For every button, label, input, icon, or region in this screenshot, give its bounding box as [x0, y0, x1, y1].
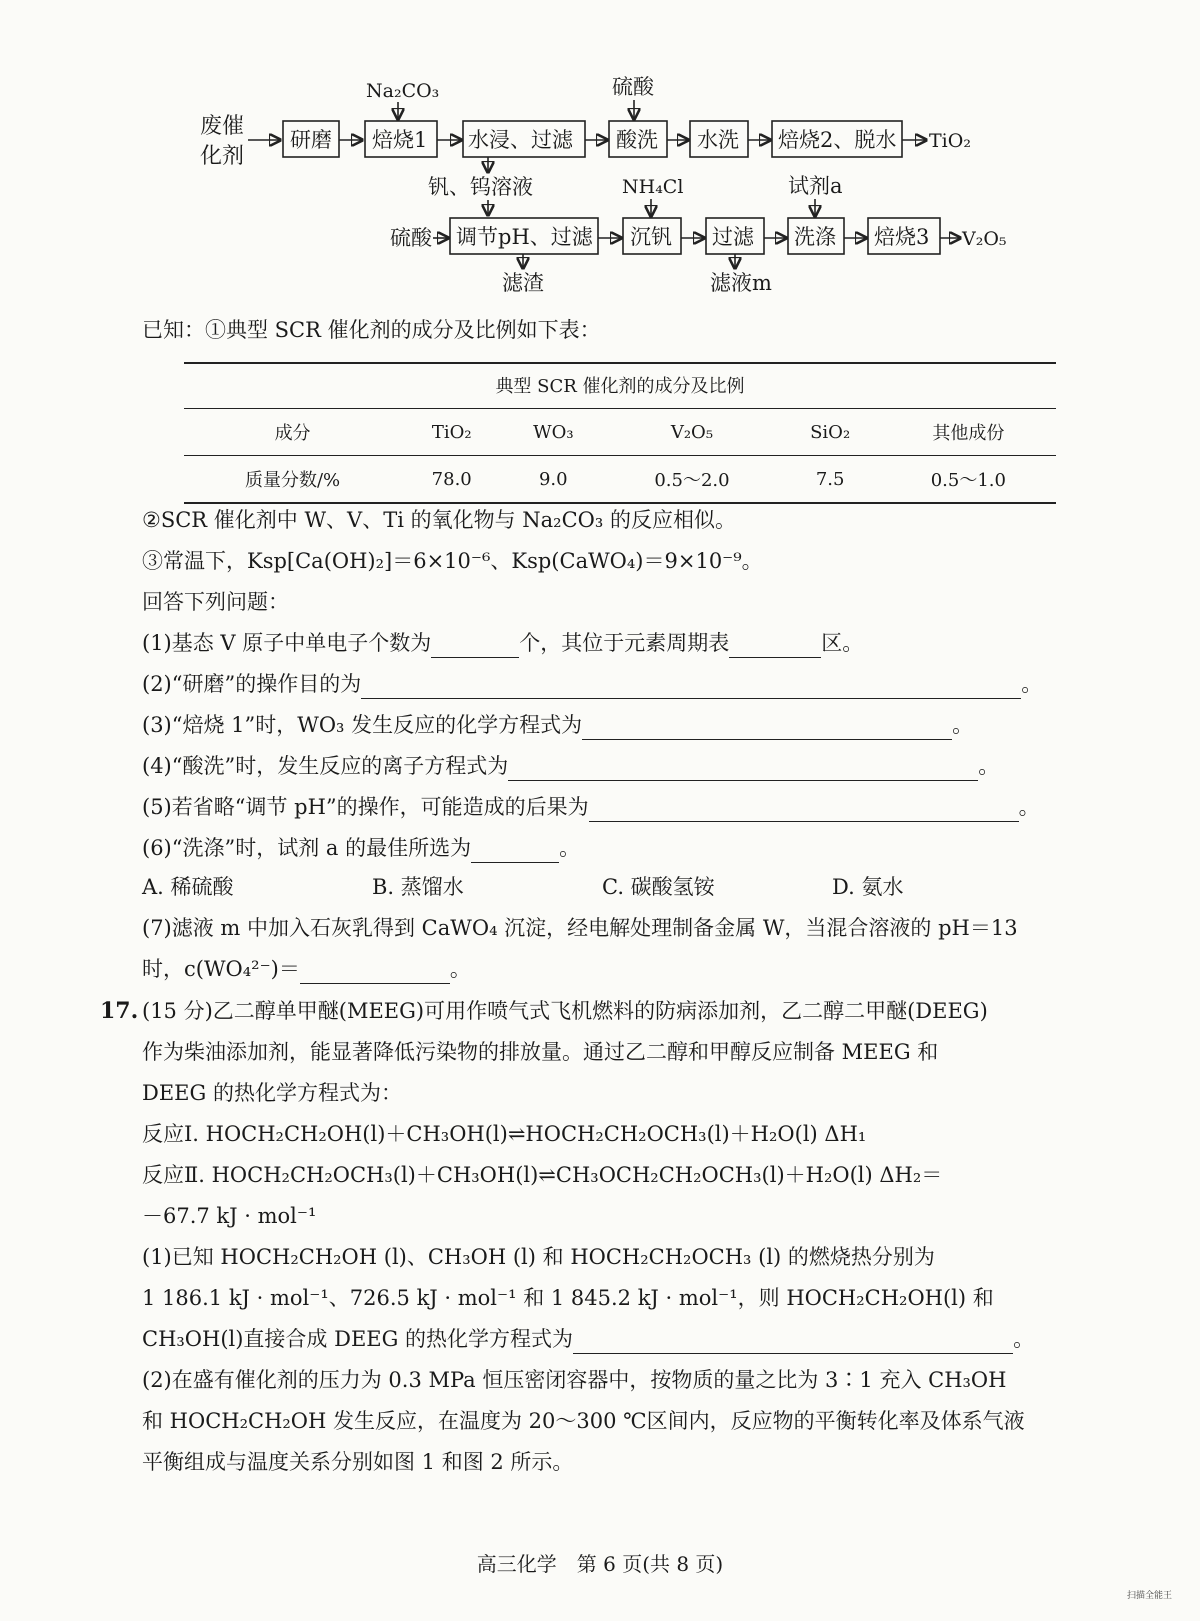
q4-text: (4)“酸洗”时，发生反应的离子方程式为: [142, 754, 509, 778]
table-cell: 质量分数/%: [184, 456, 401, 504]
step-acidwash: 酸洗: [616, 128, 658, 152]
flow-filtrate: 滤液m: [710, 271, 772, 295]
reaction-2-enthalpy: －67.7 kJ · mol⁻¹: [142, 1204, 317, 1228]
step-waterwash: 水洗: [697, 128, 739, 152]
answer-blank[interactable]: [300, 963, 450, 984]
question-17-number: 17.: [100, 998, 139, 1024]
answer-blank[interactable]: [431, 637, 519, 658]
q1-text-a: (1)基态 V 原子中单电子个数为: [142, 631, 432, 655]
reaction-1: 反应Ⅰ. HOCH₂CH₂OH(l)＋CH₃OH(l)⇌HOCH₂CH₂OCH₃(l)＋H₂O(l) ΔH₁: [142, 1122, 867, 1146]
q3-text: (3)“焙烧 1”时，WO₃ 发生反应的化学方程式为: [142, 713, 583, 737]
step-roast2: 焙烧2、脱水: [778, 128, 897, 152]
q2-text: (2)“研磨”的操作目的为: [142, 672, 362, 696]
answer-prompt: 回答下列问题：: [142, 590, 289, 614]
q17-line3: DEEG 的热化学方程式为：: [142, 1081, 402, 1105]
reagent-na2co3: Na₂CO₃: [366, 80, 440, 102]
answer-blank[interactable]: [582, 719, 952, 740]
q17-part2-line2: 和 HOCH₂CH₂OH 发生反应，在温度为 20～300 ℃区间内，反应物的平衡转化率及体系气液: [142, 1409, 1025, 1433]
question-6: [142, 833, 580, 863]
page-footer: 高三化学 第 6 页(共 8 页): [476, 1552, 724, 1576]
option-a[interactable]: A. 稀硫酸: [142, 875, 234, 899]
header-cell: 成分: [184, 409, 401, 456]
answer-blank[interactable]: [471, 842, 559, 863]
table-cell: 0.5～1.0: [881, 456, 1056, 504]
process-flowchart: [0, 0, 1200, 320]
question-2: [142, 669, 1042, 699]
table-cell: 7.5: [780, 456, 881, 504]
reaction-2: 反应Ⅱ. HOCH₂CH₂OCH₃(l)＋CH₃OH(l)⇌CH₃OCH₂CH₂OCH₃(l)＋H₂O(l) ΔH₂＝: [142, 1163, 943, 1187]
q17-line1: (15 分)乙二醇单甲醚(MEEG)可用作喷气式飞机燃料的防病添加剂，乙二醇二甲醚(DEEG): [142, 999, 988, 1023]
answer-blank[interactable]: [589, 801, 1019, 822]
q17-part1-line3: [142, 1324, 1034, 1354]
question-5: [142, 792, 1040, 822]
table-cell: 9.0: [502, 456, 604, 504]
step-roast1: 焙烧1: [372, 128, 428, 152]
step-wash: 洗涤: [794, 225, 836, 249]
flow-input-line2: 化剂: [200, 144, 245, 169]
header-cell: V₂O₅: [604, 409, 779, 456]
known-intro: 已知：①典型 SCR 催化剂的成分及比例如下表：: [142, 318, 601, 342]
table-cell: 0.5～2.0: [604, 456, 779, 504]
step-precip-v: 沉钒: [630, 225, 672, 249]
q1-text-c: 区。: [821, 631, 864, 655]
period: 。: [952, 713, 974, 737]
reagent-acid-left: 硫酸: [390, 226, 432, 250]
q6-options: [142, 872, 1062, 902]
q5-text: (5)若省略“调节 pH”的操作，可能造成的后果为: [142, 795, 589, 819]
note-3: ③常温下，Ksp[Ca(OH)₂]＝6×10⁻⁶、Ksp(CaWO₄)＝9×10⁻⁹。: [142, 549, 763, 573]
header-cell: TiO₂: [401, 409, 502, 456]
q6-text: (6)“洗涤”时，试剂 a 的最佳所选为: [142, 836, 472, 860]
note-2: ②SCR 催化剂中 W、V、Ti 的氧化物与 Na₂CO₃ 的反应相似。: [142, 508, 736, 532]
step-filter: 过滤: [712, 225, 754, 249]
period: 。: [1018, 795, 1040, 819]
q7-text: 时，c(WO₄²⁻)＝: [142, 957, 300, 981]
q17-part2-line1: (2)在盛有催化剂的压力为 0.3 MPa 恒压密闭容器中，按物质的量之比为 3∶1 充入 CH₃OH: [142, 1368, 1007, 1392]
product-tio2: TiO₂: [929, 130, 971, 152]
reagent-acid-top: 硫酸: [612, 75, 654, 99]
step-leach: 水浸、过滤: [468, 128, 573, 152]
header-cell: SiO₂: [780, 409, 881, 456]
table-row: [184, 456, 1056, 504]
table-cell: 78.0: [401, 456, 502, 504]
q1-text-b: 个，其位于元素周期表: [519, 631, 730, 655]
period: 。: [1021, 672, 1043, 696]
q17-line2: 作为柴油添加剂，能显著降低污染物的排放量。通过乙二醇和甲醇反应制备 MEEG 和: [142, 1040, 939, 1064]
question-7-line1: (7)滤液 m 中加入石灰乳得到 CaWO₄ 沉淀，经电解处理制备金属 W，当混合溶液的 pH＝13: [142, 916, 1018, 940]
composition-table: [184, 362, 1056, 504]
reagent-a: 试剂a: [788, 174, 843, 198]
answer-blank[interactable]: [729, 637, 821, 658]
step-adjust-ph: 调节pH、过滤: [456, 225, 593, 249]
period: 。: [449, 957, 471, 981]
table-caption: 典型 SCR 催化剂的成分及比例: [184, 362, 1056, 408]
question-1: [142, 628, 863, 658]
q17-part1-line1: (1)已知 HOCH₂CH₂OH (l)、CH₃OH (l) 和 HOCH₂CH₂OCH₃ (l) 的燃烧热分别为: [142, 1245, 935, 1269]
answer-blank[interactable]: [361, 678, 1021, 699]
header-cell: WO₃: [502, 409, 604, 456]
q17-part2-line3: 平衡组成与温度关系分别如图 1 和图 2 所示。: [142, 1450, 574, 1474]
answer-blank[interactable]: [573, 1333, 1013, 1354]
option-d[interactable]: D. 氨水: [832, 875, 904, 899]
period: 。: [978, 754, 1000, 778]
header-cell: 其他成份: [881, 409, 1056, 456]
flow-residue: 滤渣: [502, 271, 544, 295]
product-v2o5: V₂O₅: [962, 228, 1007, 250]
option-c[interactable]: C. 碳酸氢铵: [602, 875, 715, 899]
option-b[interactable]: B. 蒸馏水: [372, 875, 464, 899]
q17-part1-line2: 1 186.1 kJ · mol⁻¹、726.5 kJ · mol⁻¹ 和 1 845.2 kJ · mol⁻¹，则 HOCH₂CH₂OH(l) 和: [142, 1286, 994, 1310]
question-4: [142, 751, 999, 781]
watermark-logo: 扫描全能王: [1126, 1591, 1172, 1601]
question-3: [142, 710, 973, 740]
p1c-text: CH₃OH(l)直接合成 DEEG 的热化学方程式为: [142, 1327, 574, 1351]
answer-blank[interactable]: [508, 760, 978, 781]
table-header-row: [184, 409, 1056, 456]
period: 。: [559, 836, 581, 860]
reagent-nh4cl: NH₄Cl: [622, 176, 684, 198]
period: 。: [1013, 1327, 1035, 1351]
step-roast3: 焙烧3: [874, 225, 930, 249]
question-7-line2: [142, 954, 471, 984]
flow-solution: 钒、钨溶液: [428, 175, 533, 199]
step-grind: 研磨: [290, 128, 332, 152]
flow-input-line1: 废催: [200, 114, 245, 139]
